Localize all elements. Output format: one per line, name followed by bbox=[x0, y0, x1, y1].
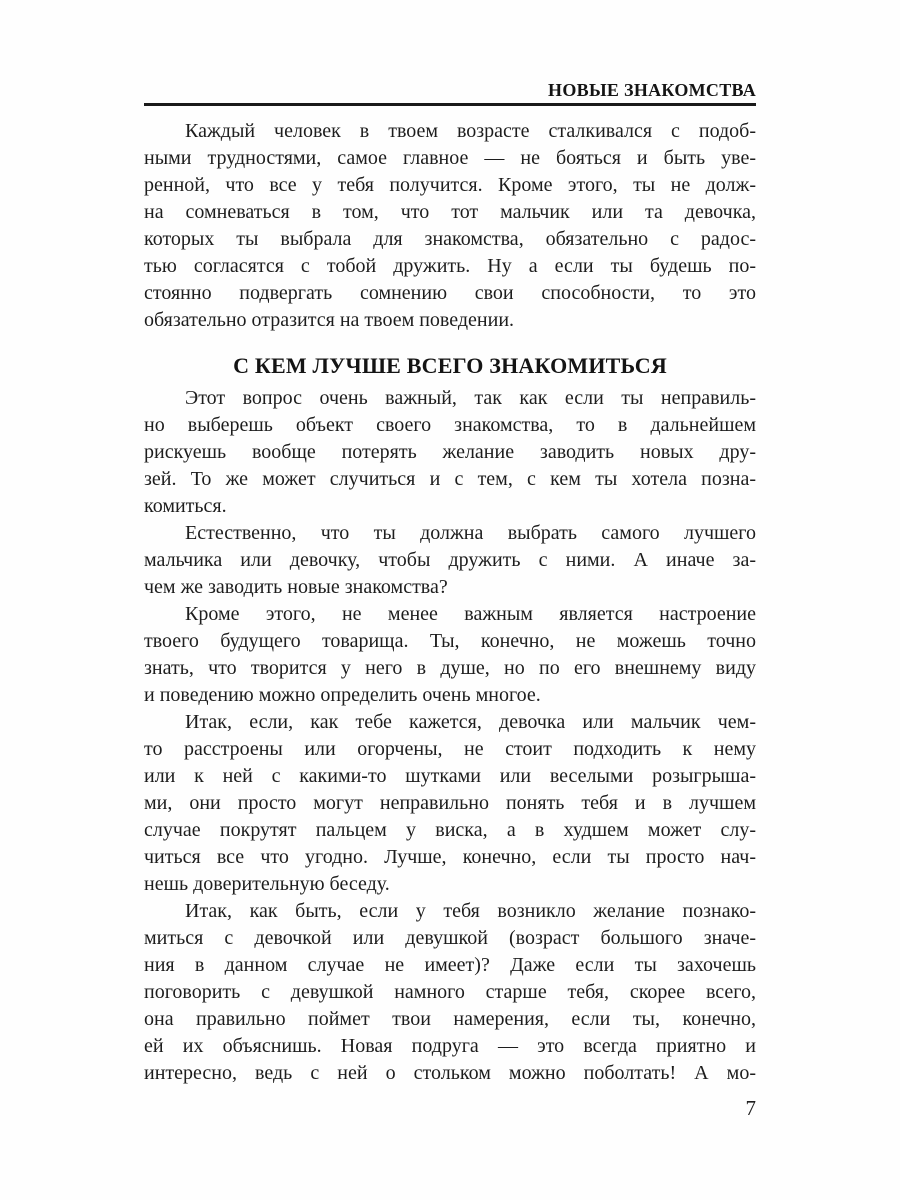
paragraph bbox=[144, 709, 756, 898]
text-line: ния в данном случае не имеет)? Даже если ты захочешь bbox=[144, 954, 756, 976]
text-line: тью согласятся с тобой дружить. Ну а если ты будешь по- bbox=[144, 255, 756, 277]
text-line: Каждый человек в твоем возрасте сталкивался с подоб- bbox=[185, 120, 756, 142]
text-line: интересно, ведь с ней о стольком можно поболтать! А мо- bbox=[144, 1062, 756, 1084]
paragraph bbox=[144, 385, 756, 520]
text-line: ей их объяснишь. Новая подруга — это всегда приятно и bbox=[144, 1035, 756, 1057]
text-line: она правильно поймет твои намерения, если ты, конечно, bbox=[144, 1008, 756, 1030]
text-line: Итак, как быть, если у тебя возникло желание познако- bbox=[185, 900, 756, 922]
paragraph bbox=[144, 520, 756, 601]
text-line: читься все что угодно. Лучше, конечно, если ты просто нач- bbox=[144, 846, 756, 868]
text-line: то расстроены или огорчены, не стоит подходить к нему bbox=[144, 738, 756, 760]
text-line: обязательно отразится на твоем поведении. bbox=[144, 309, 515, 331]
text-line: но выберешь объект своего знакомства, то в дальнейшем bbox=[144, 414, 756, 436]
header-rule bbox=[144, 103, 756, 106]
page-number: 7 bbox=[745, 1096, 756, 1120]
text-line: мальчика или девочку, чтобы дружить с ними. А иначе за- bbox=[144, 549, 756, 571]
text-line: которых ты выбрала для знакомства, обязательно с радос- bbox=[144, 228, 756, 250]
paragraph bbox=[144, 898, 756, 1087]
text-line: Кроме этого, не менее важным является настроение bbox=[185, 603, 756, 625]
paragraph bbox=[144, 118, 756, 334]
section-heading: С КЕМ ЛУЧШЕ ВСЕГО ЗНАКОМИТЬСЯ bbox=[233, 353, 667, 378]
running-header: НОВЫЕ ЗНАКОМСТВА bbox=[548, 80, 756, 100]
text-line: нешь доверительную беседу. bbox=[144, 873, 390, 895]
text-line: Этот вопрос очень важный, так как если ты неправиль- bbox=[185, 387, 756, 409]
paragraph bbox=[144, 601, 756, 709]
text-line: Естественно, что ты должна выбрать самого лучшего bbox=[185, 522, 756, 544]
text-line: поговорить с девушкой намного старше тебя, скорее всего, bbox=[144, 981, 756, 1003]
text-line: или к ней с какими-то шутками или веселыми розыгрыша- bbox=[144, 765, 756, 787]
text-line: зей. То же может случиться и с тем, с кем ты хотела позна- bbox=[144, 468, 756, 490]
text-line: и поведению можно определить очень многое. bbox=[144, 684, 541, 706]
text-line: комиться. bbox=[144, 495, 227, 517]
text-line: чем же заводить новые знакомства? bbox=[144, 576, 448, 598]
text-line: ными трудностями, самое главное — не бояться и быть уве- bbox=[144, 147, 756, 169]
text-line: Итак, если, как тебе кажется, девочка или мальчик чем- bbox=[185, 711, 756, 733]
text-line: твоего будущего товарища. Ты, конечно, не можешь точно bbox=[144, 630, 756, 652]
text-line: случае покрутят пальцем у виска, а в худшем может слу- bbox=[144, 819, 756, 841]
text-line: миться с девочкой или девушкой (возраст большого значе- bbox=[144, 927, 756, 949]
text-line: стоянно подвергать сомнению свои способности, то это bbox=[144, 282, 756, 304]
text-line: ренной, что все у тебя получится. Кроме этого, ты не долж- bbox=[144, 174, 756, 196]
text-column bbox=[144, 80, 756, 1087]
text-line: рискуешь вообще потерять желание заводить новых дру- bbox=[144, 441, 756, 463]
text-line: на сомневаться в том, что тот мальчик или та девочка, bbox=[144, 201, 756, 223]
text-line: знать, что творится у него в душе, но по его внешнему виду bbox=[144, 657, 756, 679]
text-line: ми, они просто могут неправильно понять тебя и в лучшем bbox=[144, 792, 756, 814]
text-blocks bbox=[144, 118, 756, 1087]
